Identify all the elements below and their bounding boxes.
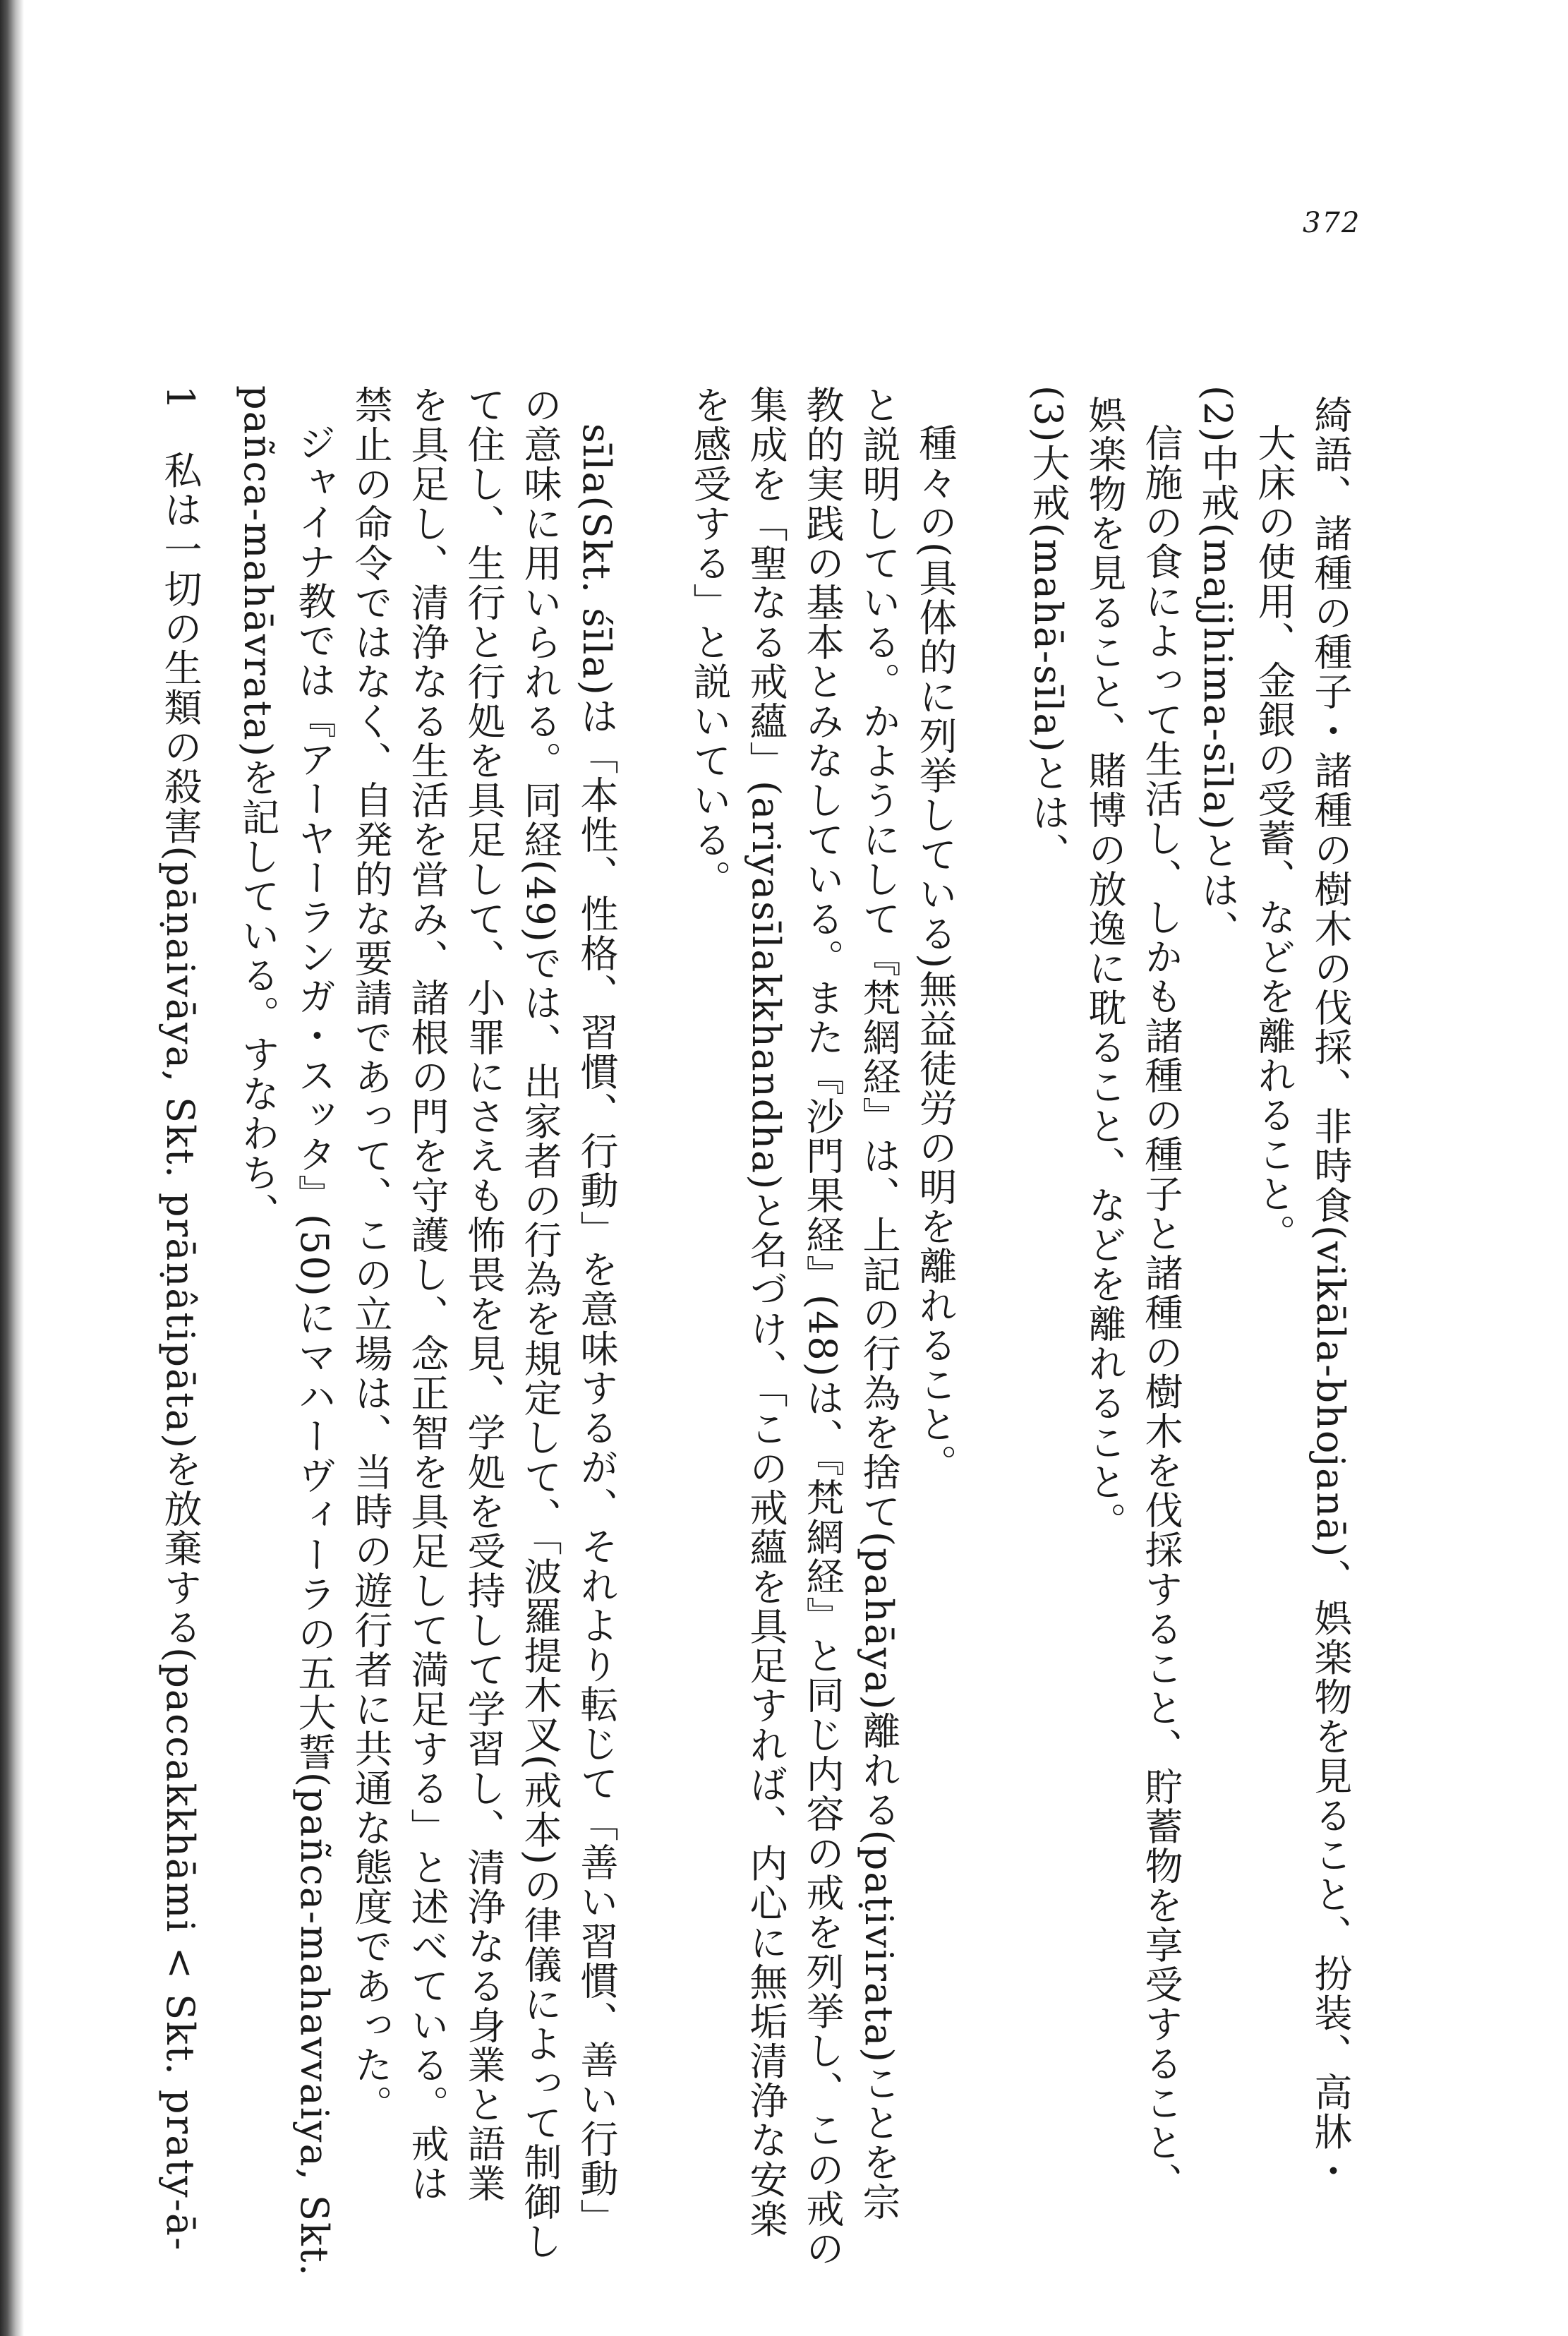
text-line: て住し、生行と行処を具足して、小罪にさえも怖畏を見、学処を受持して学習し、清浄なる身業と語業: [462, 385, 506, 2203]
page-number: 372: [1303, 207, 1361, 239]
text-line: 集成を「聖なる戒蘊」(ariyasīlakkhandha)と名づけ、「この戒蘊を具足すれば、内心に無垢清浄な安楽: [744, 385, 788, 2239]
text-line: (3)大戒(mahā-sīla)とは、: [1026, 385, 1071, 872]
text-line: sīla(Skt. śīla)は「本性、性格、習慣、行動」を意味するが、それより転じて「善い習慣、善い行動」: [574, 423, 619, 2238]
text-line: を具足し、清浄なる生活を営み、諸根の門を守護し、念正智を具足して満足する」と述べている。戒は: [405, 385, 450, 2203]
text-line: pañca-mahāvrata)を記している。すなわち、: [236, 385, 280, 1233]
text-line: 禁止の命令ではなく、自発的な要請であって、この立場は、当時の遊行者に共通な態度であった。: [349, 385, 393, 2124]
text-line: の意味に用いられる。同経(49)では、出家者の行為を規定して、「波羅提木叉(戒本)の律儀によって制御し: [518, 385, 562, 2261]
text-line: (2)中戒(majjhima-sīla)とは、: [1195, 385, 1240, 950]
text-line: 娯楽物を見ること、賭博の放逸に耽ること、などを離れること。: [1082, 395, 1127, 1541]
text-line: 大床の使用、金銀の受蓄、などを離れること。: [1252, 423, 1296, 1253]
text-line: 綺語、諸種の種子・諸種の樹木の伐採、非時食(vikāla-bhojanā)、娯楽物を見ること、扮装、高牀・: [1308, 395, 1353, 2191]
text-line: ジャイナ教では『アーヤーランガ・スッタ』(50)にマハーヴィーラの五大誓(pañca-mahavvaiya, Skt.: [292, 423, 337, 2277]
binding-shadow: [0, 0, 24, 2336]
text-line: 1 私は一切の生類の殺害(pāṇaivāya, Skt. prāṇâtipāta)を放棄する(paccakkhāmi < Skt. praty-ā-: [158, 385, 203, 2252]
text-line: 種々の(具体的に列挙している)無益徒労の明を離れること。: [913, 423, 958, 1484]
text-line: を感受する」と説いている。: [687, 385, 732, 899]
text-line: と説明している。かようにして『梵網経』は、上記の行為を捨て(pahāya)離れる(paṭivirata)ことを宗: [857, 385, 901, 2222]
text-line: 信施の食によって生活し、しかも諸種の種子と諸種の樹木を伐採すること、貯蓄物を享受すること、: [1139, 423, 1183, 2202]
text-line: 教的実践の基本とみなしている。また『沙門果経』(48)は、『梵網経』と同じ内容の戒を列挙し、この戒の: [800, 385, 845, 2268]
